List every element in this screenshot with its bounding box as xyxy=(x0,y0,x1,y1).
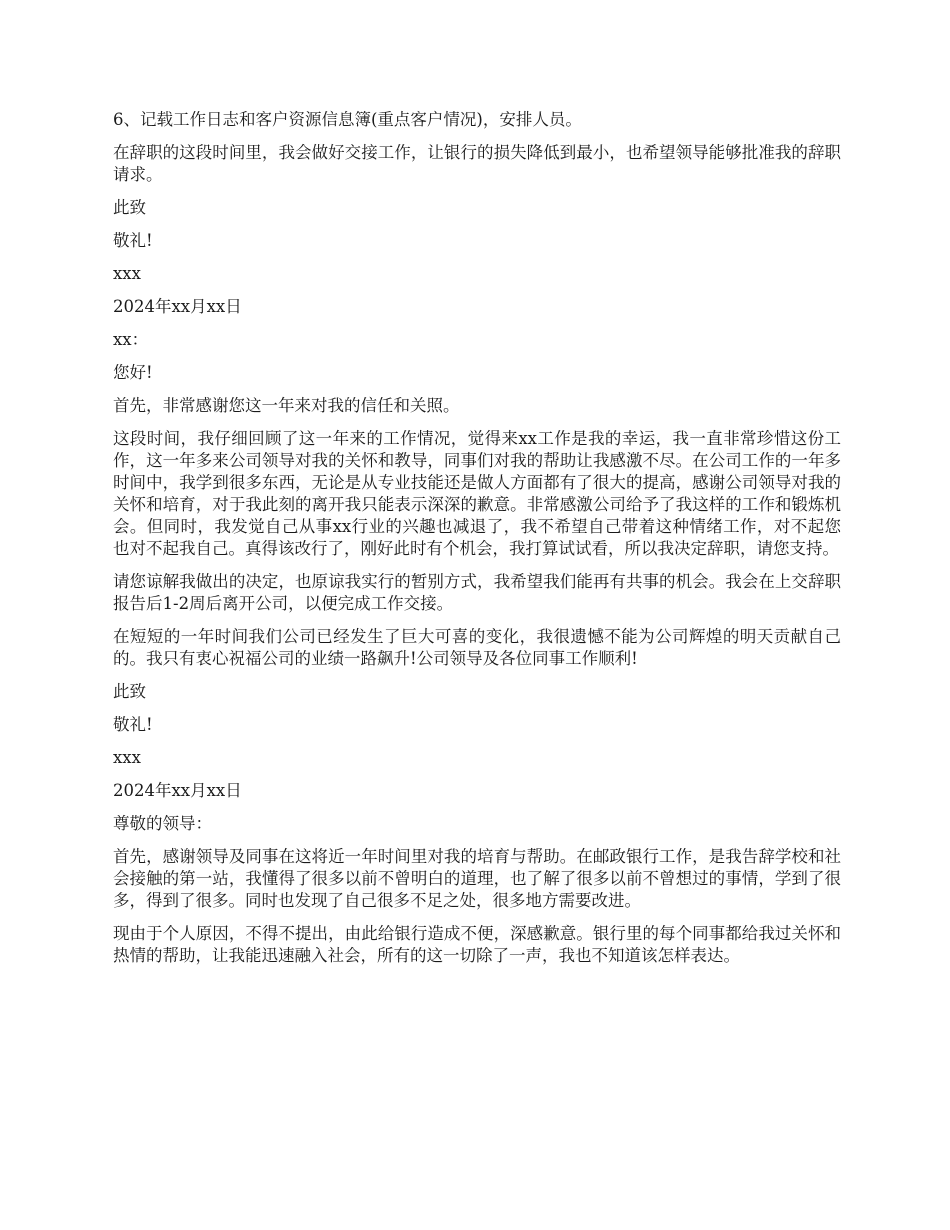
signature: xxx xyxy=(113,264,141,283)
closing-salutation: 此致 xyxy=(113,682,146,701)
recipient-line: xx： xyxy=(113,330,149,349)
greeting: 您好! xyxy=(113,363,153,382)
paragraph: 在短短的一年时间我们公司已经发生了巨大可喜的变化，我很遗憾不能为公司辉煌的明天贡献自己的。我只有衷心祝福公司的业绩一路飙升!公司领导及各位同事工作顺利! xyxy=(113,627,841,668)
date-line: 2024年xx月xx日 xyxy=(113,297,242,316)
paragraph: 首先，非常感谢您这一年来对我的信任和关照。 xyxy=(113,396,460,415)
document-body xyxy=(113,109,841,978)
paragraph: 请您谅解我做出的决定，也原谅我实行的暂别方式，我希望我们能再有共事的机会。我会在上交辞职报告后1-2周后离开公司，以便完成工作交接。 xyxy=(113,572,841,613)
closing-regards: 敬礼! xyxy=(113,231,153,250)
closing-regards: 敬礼! xyxy=(113,715,153,734)
paragraph: 首先，感谢领导及同事在这将近一年时间里对我的培育与帮助。在邮政银行工作，是我告辞学校和社会接触的第一站，我懂得了很多以前不曾明白的道理，也了解了很多以前不曾想过的事情，学到了很多，得到了很多。同时也发现了自己很多不足之处，很多地方需要改进。 xyxy=(113,847,841,910)
paragraph: 这段时间，我仔细回顾了这一年来的工作情况，觉得来xx工作是我的幸运，我一直非常珍惜这份工作，这一年多来公司领导对我的关怀和教导，同事们对我的帮助让我感激不尽。在公司工作的一年多时间中，我学到很多东西，无论是从专业技能还是做人方面都有了很大的提高，感谢公司领导对我的关怀和培育，对于我此刻的离开我只能表示深深的歉意。非常感激公司给予了我这样的工作和锻炼机会。但同时，我发觉自己从事xx行业的兴趣也减退了，我不希望自己带着这种情绪工作，对不起您也对不起我自己。真得该改行了，刚好此时有个机会，我打算试试看，所以我决定辞职，请您支持。 xyxy=(113,429,841,558)
recipient-line: 尊敬的领导： xyxy=(113,814,212,833)
paragraph: 现由于个人原因，不得不提出，由此给银行造成不便，深感歉意。银行里的每个同事都给我过关怀和热情的帮助，让我能迅速融入社会，所有的这一切除了一声，我也不知道该怎样表达。 xyxy=(113,924,841,965)
date-line: 2024年xx月xx日 xyxy=(113,781,242,800)
paragraph: 在辞职的这段时间里，我会做好交接工作，让银行的损失降低到最小，也希望领导能够批准我的辞职请求。 xyxy=(113,143,841,184)
signature: xxx xyxy=(113,748,141,767)
paragraph: 6、记载工作日志和客户资源信息簿(重点客户情况)，安排人员。 xyxy=(113,110,582,129)
closing-salutation: 此致 xyxy=(113,198,146,217)
